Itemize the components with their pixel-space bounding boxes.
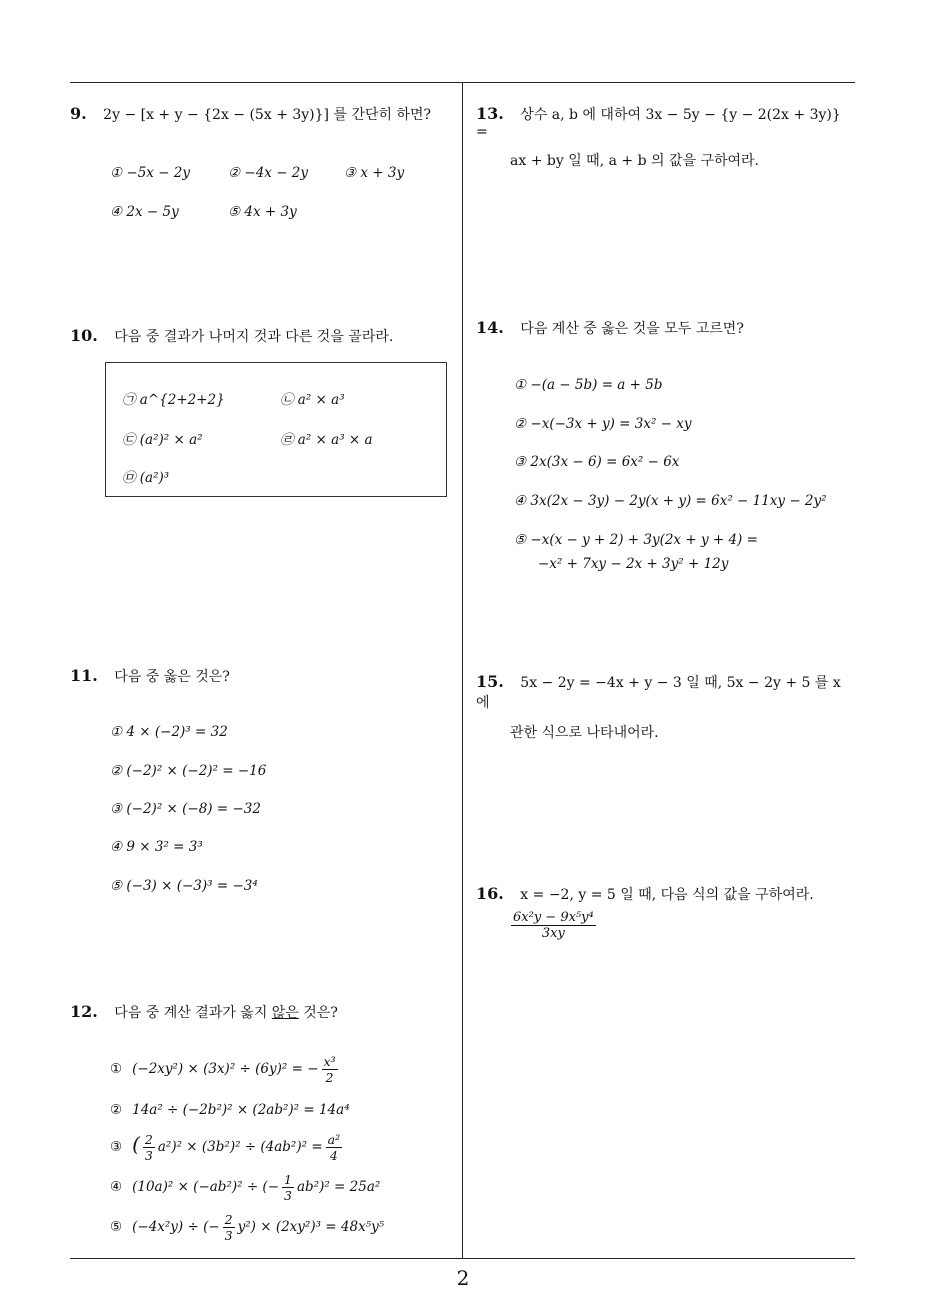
problem-stem-line2: ax + by 일 때, a + b 의 값을 구하여라.	[510, 153, 760, 169]
problem-16	[476, 884, 814, 904]
choice-mark: ⑤	[110, 1219, 123, 1235]
fraction-denominator: 4	[329, 1148, 338, 1163]
problem-stem: 다음 중 결과가 나머지 것과 다른 것을 골라라.	[114, 329, 394, 345]
choice-4: ④ 2x − 5y	[110, 204, 179, 220]
column-divider	[462, 82, 463, 1259]
problem-15	[476, 672, 856, 742]
choice-2	[110, 1102, 350, 1118]
problem-stem: 다음 중 옳은 것은?	[114, 669, 230, 685]
fraction-denominator: 2	[325, 1070, 334, 1085]
problem-number: 13.	[476, 104, 504, 123]
choice-5	[514, 532, 758, 572]
problem-number: 11.	[70, 666, 98, 685]
fraction-numerator: 2	[224, 1212, 233, 1227]
fraction	[326, 1132, 342, 1163]
fraction-denominator: 3xy	[541, 926, 565, 941]
choice-3	[110, 1132, 345, 1163]
problem-number: 10.	[70, 326, 98, 345]
fraction	[322, 1054, 338, 1085]
choice-rhs: y²) × (2xy²)³ = 48x⁵y⁵	[237, 1219, 385, 1235]
choice-lhs: (−4x²y) ÷ (−	[132, 1219, 220, 1235]
fraction-numerator: 6x²y − 9x⁵y⁴	[513, 910, 594, 925]
problem-13	[476, 104, 856, 170]
fraction-denominator: 3	[144, 1148, 153, 1163]
open-paren: (	[132, 1132, 140, 1156]
choice-5: ⑤ (−3) × (−3)³ = −3⁴	[110, 878, 258, 894]
choice-3: ③ (−2)² × (−8) = −32	[110, 801, 261, 817]
choice-5: ⑤ 4x + 3y	[228, 204, 297, 220]
box-option-2: ㉡ a² × a³	[280, 392, 345, 408]
problem-stem-a: 다음 중 계산 결과가 옳지	[114, 1005, 272, 1021]
problem-number: 14.	[476, 318, 504, 337]
choice-3: ③ 2x(3x − 6) = 6x² − 6x	[514, 454, 680, 470]
bottom-rule	[70, 1258, 855, 1259]
choice-lhs: (−2xy²) × (3x)² ÷ (6y)² = −	[132, 1061, 319, 1077]
fraction	[282, 1172, 294, 1203]
choice-mark: ③	[110, 1139, 123, 1155]
choice-2: ② −4x − 2y	[228, 165, 309, 181]
fraction-numerator: 2	[144, 1132, 153, 1147]
fraction	[223, 1212, 235, 1243]
fraction	[143, 1132, 155, 1163]
problem-stem: x = −2, y = 5 일 때, 다음 식의 값을 구하여라.	[520, 887, 814, 903]
choice-2: ② −x(−3x + y) = 3x² − xy	[514, 416, 692, 432]
choice-lhs: (10a)² × (−ab²)² ÷ (−	[132, 1179, 280, 1195]
problem-stem: 상수 a, b 에 대하여 3x − 5y − {y − 2(2x + 3y)} =	[476, 107, 841, 140]
choice-rhs: ab²)² = 25a²	[296, 1179, 381, 1195]
problem-stem: 5x − 2y = −4x + y − 3 일 때, 5x − 2y + 5 를 x 에	[476, 675, 841, 711]
choice-mark: ①	[110, 1061, 123, 1077]
choice-1	[110, 1054, 341, 1085]
expression	[508, 910, 599, 941]
choice-4: ④ 9 × 3² = 3³	[110, 839, 203, 855]
problem-number: 16.	[476, 884, 504, 903]
problem-stem-b: 것은?	[298, 1005, 338, 1021]
choice-2: ② (−2)² × (−2)² = −16	[110, 763, 267, 779]
fraction-numerator: a²	[327, 1132, 341, 1147]
choice-4: ④ 3x(2x − 3y) − 2y(x + y) = 6x² − 11xy − 2y²	[514, 493, 827, 509]
problem-9	[70, 104, 431, 124]
choice-text: ⑤ −x(x − y + 2) + 3y(2x + y + 4) =	[514, 532, 758, 548]
problem-number: 9.	[70, 104, 87, 123]
choice-mark: ②	[110, 1102, 123, 1118]
problem-stem: 다음 계산 중 옳은 것을 모두 고르면?	[520, 321, 744, 337]
choice-mark: ④	[110, 1179, 123, 1195]
choice-mid: a²)² × (3b²)² ÷ (4ab²)² =	[157, 1139, 323, 1155]
choice-5	[110, 1212, 384, 1243]
page-number: 2	[456, 1266, 470, 1290]
fraction-denominator: 3	[224, 1228, 233, 1243]
problem-stem-line2: 관한 식으로 나타내어라.	[510, 725, 659, 741]
box-option-3: ㉢ (a²)² × a²	[122, 432, 203, 448]
fraction-numerator: 1	[284, 1172, 292, 1187]
box-option-5: ㉤ (a²)³	[122, 470, 170, 486]
choice-continuation: −x² + 7xy − 2x + 3y² + 12y	[538, 556, 729, 572]
choice-4	[110, 1172, 380, 1203]
fraction	[511, 910, 596, 941]
problem-number: 12.	[70, 1002, 98, 1021]
box-option-1: ㉠ a^{2+2+2}	[122, 392, 225, 408]
choice-1: ① −(a − 5b) = a + 5b	[514, 377, 663, 393]
choice-1: ① −5x − 2y	[110, 165, 191, 181]
fraction-denominator: 3	[284, 1188, 292, 1203]
problem-14	[476, 318, 744, 338]
box-option-4: ㉣ a² × a³ × a	[280, 432, 373, 448]
choice-1: ① 4 × (−2)³ = 32	[110, 724, 228, 740]
problem-stem-underlined: 않은	[271, 1005, 299, 1021]
problem-stem: 2y − [x + y − {2x − (5x + 3y)}] 를 간단히 하면?	[103, 107, 432, 123]
problem-10	[70, 326, 393, 346]
problem-12	[70, 1002, 338, 1022]
problem-number: 15.	[476, 672, 504, 691]
problem-11	[70, 666, 230, 686]
fraction-numerator: x³	[323, 1054, 336, 1069]
choice-3: ③ x + 3y	[344, 165, 405, 181]
choice-text: 14a² ÷ (−2b²)² × (2ab²)² = 14a⁴	[132, 1102, 350, 1118]
